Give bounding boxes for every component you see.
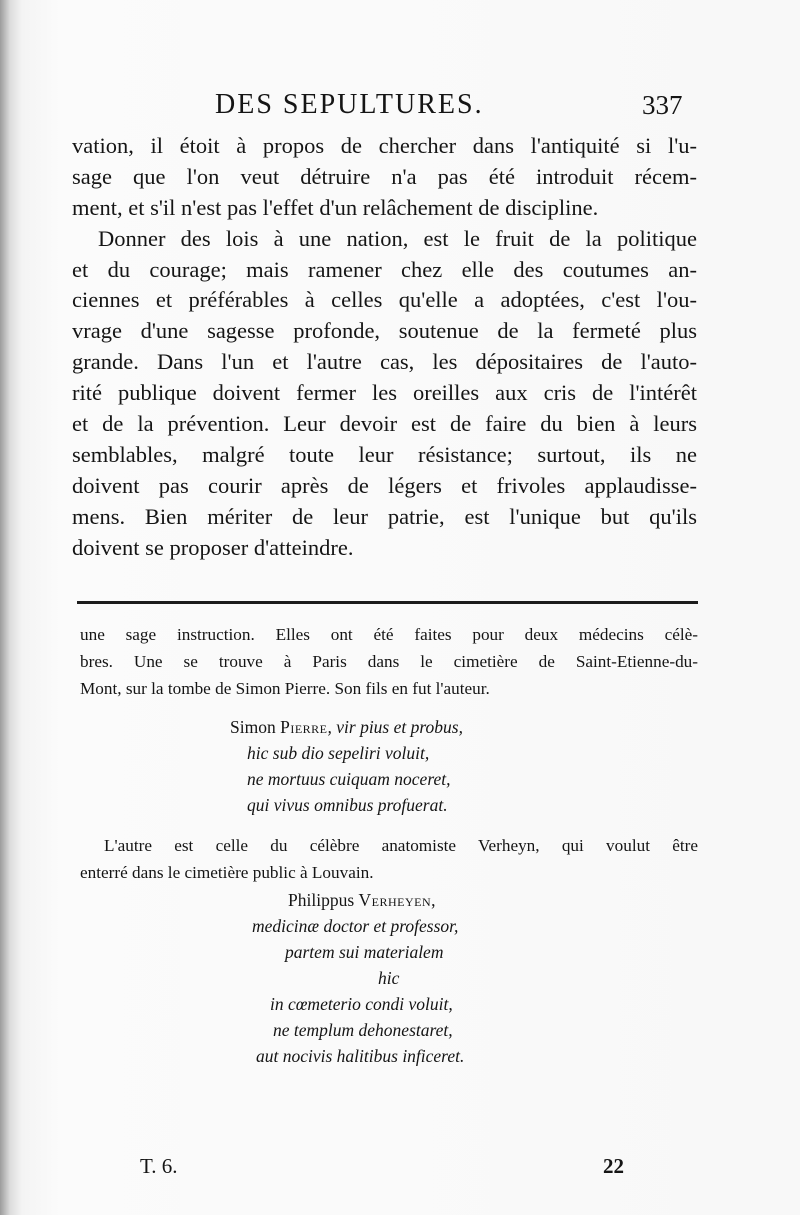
footnote-line: L'autre est celle du célèbre anatomiste Verheyn, qui voulut être — [104, 836, 698, 855]
epitaph-line — [80, 714, 700, 740]
footnote-line: bres. Une se trouve à Paris dans le cimetière de Saint-Etienne-du- — [80, 652, 698, 671]
text-line: semblables, malgré toute leur résistance; surtout, ils ne — [72, 441, 697, 467]
epitaph-text: ne mortuus cuiquam noceret, — [247, 769, 451, 789]
epitaph-text: hic — [378, 968, 400, 988]
volume-mark: T. 6. — [140, 1154, 178, 1178]
epitaph-line — [80, 740, 700, 766]
main-text — [72, 131, 697, 563]
epitaph-text: ne templum dehonestaret, — [273, 1020, 453, 1040]
text-line: rité publique doivent fermer les oreilles aux cris de l'intérêt — [72, 380, 697, 406]
footnote-separator — [77, 601, 698, 604]
epitaph-name-last: Pierre — [280, 717, 328, 737]
footnote-line: une sage instruction. Elles ont été faites pour deux médecins célè- — [80, 625, 698, 644]
text-line: ciennes et préférables à celles qu'elle a adoptées, c'est l'ou- — [72, 287, 697, 313]
text-line: vation, il étoit à propos de chercher dans l'antiquité si l'u- — [72, 133, 697, 158]
epitaph-line — [80, 991, 700, 1017]
signature-mark: 22 — [603, 1154, 624, 1178]
epitaph-line — [80, 1017, 700, 1043]
text-line: sage que l'on veut détruire n'a pas été introduit récem- — [72, 163, 697, 189]
epitaph-verheyen — [80, 887, 700, 1069]
epitaph-text: , — [431, 890, 436, 910]
text-line: ment, et s'il n'est pas l'effet d'un relâchement de discipline. — [72, 194, 599, 220]
epitaph-line — [80, 965, 700, 991]
footnote-line: Mont, sur la tombe de Simon Pierre. Son fils en fut l'auteur. — [80, 679, 490, 698]
text-line: doivent se proposer d'atteindre. — [72, 534, 354, 560]
footnote-continuation — [80, 832, 698, 886]
epitaph-line — [80, 939, 700, 965]
text-line: Donner des lois à une nation, est le fruit de la politique — [98, 225, 697, 251]
epitaph-text: medicinæ doctor et professor, — [252, 916, 459, 936]
epitaph-text: , vir pius et probus, — [327, 717, 463, 737]
epitaph-text: hic sub dio sepeliri voluit, — [247, 743, 430, 763]
epitaph-text: in cœmeterio condi voluit, — [270, 994, 453, 1014]
epitaph-line — [80, 1043, 700, 1069]
text-line: mens. Bien mériter de leur patrie, est l'unique but qu'ils — [72, 503, 697, 529]
epitaph-text: qui vivus omnibus profuerat. — [247, 795, 448, 815]
epitaph-text: aut nocivis halitibus inficeret. — [256, 1046, 465, 1066]
epitaph-name-last: Verheyen — [358, 890, 432, 910]
epitaph-name-first: Philippus — [288, 890, 355, 910]
epitaph-line — [80, 792, 700, 818]
epitaph-name-first: Simon — [230, 717, 276, 737]
text-line: et du courage; mais ramener chez elle des coutumes an- — [72, 256, 697, 282]
epitaph-line — [80, 913, 700, 939]
page-number: 337 — [642, 90, 683, 120]
text-line: grande. Dans l'un et l'autre cas, les dépositaires de l'auto- — [72, 349, 697, 375]
epitaph-line — [80, 766, 700, 792]
text-line: et de la prévention. Leur devoir est de faire du bien à leurs — [72, 411, 697, 437]
running-title: DES SEPULTURES. — [215, 89, 484, 120]
epitaph-simon-pierre — [80, 714, 700, 818]
text-line: doivent pas courir après de légers et frivoles applaudisse- — [72, 472, 697, 498]
text-line: vrage d'une sagesse profonde, soutenue de la fermeté plus — [72, 318, 697, 344]
epitaph-text: partem sui materialem — [285, 942, 444, 962]
footnote-line: enterré dans le cimetière public à Louvain. — [80, 863, 374, 882]
epitaph-line — [80, 887, 700, 913]
footnote — [80, 621, 698, 702]
